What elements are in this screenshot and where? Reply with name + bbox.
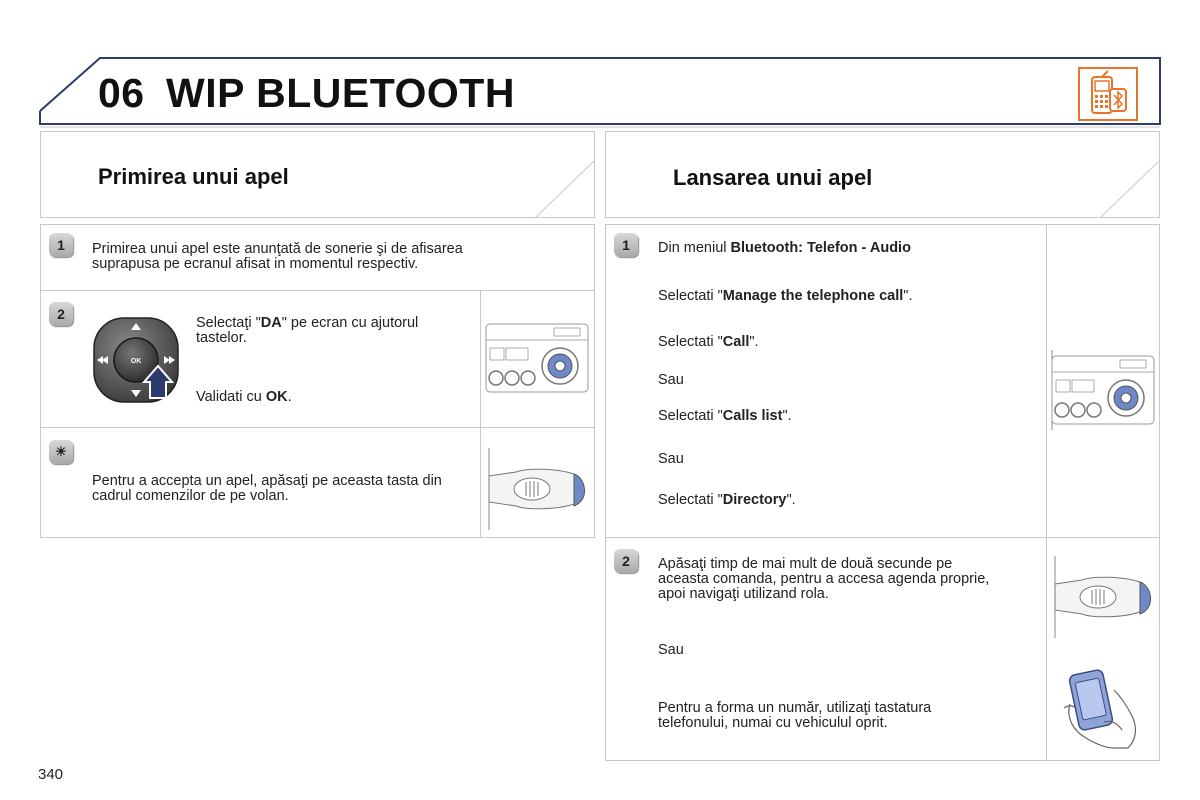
- text-part: ".: [749, 334, 759, 350]
- step-badge-2: 2: [49, 302, 73, 326]
- steering-control-badge-icon: ☀: [49, 440, 73, 464]
- text-bold: Calls list: [722, 408, 783, 424]
- text-part: Din meniul: [658, 240, 731, 256]
- right-title-corner: [1100, 160, 1160, 218]
- page-number: 340: [38, 766, 64, 783]
- text-bold: Directory: [722, 492, 787, 508]
- right-section-title: Lansarea unui apel: [673, 165, 873, 190]
- left-step1-text: Primirea unui apel este anunţată de sonerie şi de afisarea suprapusa pe ecranul afisat in momentul respectiv.: [92, 241, 463, 272]
- radio-panel-illustration: [484, 318, 590, 398]
- step-badge-1: 1: [49, 233, 73, 257]
- right-step1-line-5: [658, 409, 1038, 424]
- text-part: " pe ecran cu ajutorul tastelor.: [196, 315, 419, 346]
- text-part: Selectati ": [658, 408, 723, 424]
- text-part: Validati cu: [196, 389, 266, 405]
- text-part: Sau: [658, 451, 684, 467]
- left-divider-1: [40, 290, 595, 291]
- text-part: ".: [786, 492, 796, 508]
- right-step2-text-2: Pentru a forma un număr, utilizaţi tastatura telefonului, numai cu vehiculul oprit.: [658, 700, 932, 731]
- step-badge-2: 2: [614, 549, 638, 573]
- text-part: Selectati ": [658, 288, 723, 304]
- right-step1-line-3: [658, 335, 1038, 350]
- text-bold: Bluetooth: Telefon - Audio: [730, 240, 911, 256]
- text-part: .: [287, 389, 292, 405]
- right-step1-line-6: [658, 452, 1038, 467]
- text-bold: OK: [265, 389, 288, 405]
- text-bold: Manage the telephone call: [722, 288, 904, 304]
- right-step1-line-2: [658, 289, 1038, 304]
- left-step3-text: Pentru a accepta un apel, apăsaţi pe aceasta tasta din cadrul comenzilor de pe volan.: [92, 473, 442, 504]
- left-section-title: Primirea unui apel: [98, 164, 289, 189]
- text-part: Selectaţi ": [196, 315, 261, 331]
- text-bold: DA: [260, 315, 282, 331]
- left-step2-select: [196, 316, 456, 346]
- right-step1-line-1: [658, 241, 1038, 256]
- radio-panel-illustration: [1050, 350, 1156, 430]
- chapter-title: WIP BLUETOOTH: [166, 70, 515, 116]
- right-image-divider: [1046, 224, 1047, 761]
- ok-key-label: OK: [130, 358, 142, 365]
- chapter-number: 06: [98, 70, 145, 116]
- right-step2-text-1: Apăsaţi timp de mai mult de două secunde pe aceasta comanda, pentru a accesa agenda proprie, apoi navigaţi utilizand rola.: [658, 556, 990, 602]
- hand-phone-illustration: [1062, 664, 1144, 750]
- text-part: Selectati ": [658, 492, 723, 508]
- left-title-corner: [535, 160, 595, 218]
- right-step1-line-7: [658, 493, 1038, 508]
- text-bold: Call: [722, 334, 750, 350]
- steering-stalk-illustration: [486, 448, 590, 530]
- text-part: ".: [782, 408, 792, 424]
- left-image-divider: [480, 290, 481, 538]
- text-part: ".: [903, 288, 913, 304]
- steering-stalk-illustration: [1052, 556, 1156, 638]
- bluetooth-phone-icon: [1078, 67, 1138, 121]
- left-divider-2: [40, 427, 595, 428]
- right-divider-1: [605, 537, 1160, 538]
- navigation-pad-icon: [88, 312, 184, 408]
- text-part: Selectati ": [658, 334, 723, 350]
- text-part: Sau: [658, 372, 684, 388]
- right-step2-or: Sau: [658, 642, 684, 658]
- left-step2-validate: [196, 390, 456, 405]
- step-badge-1: 1: [614, 233, 638, 257]
- right-step1-line-4: [658, 373, 1038, 388]
